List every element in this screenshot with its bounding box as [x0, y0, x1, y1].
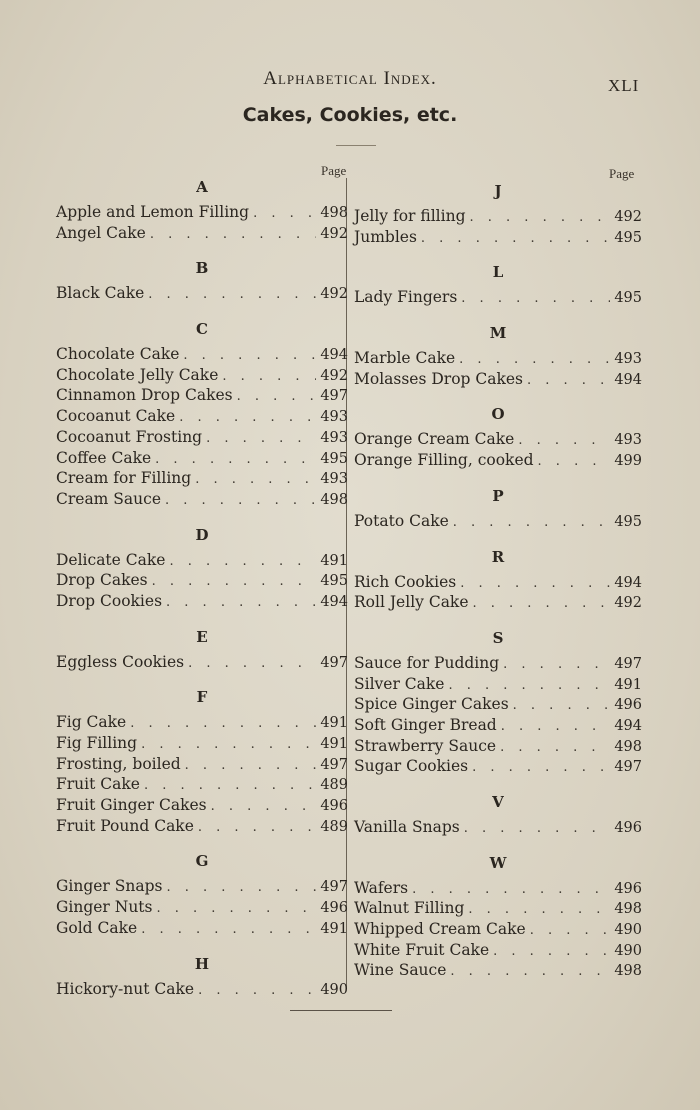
index-entry [354, 572, 642, 593]
entry-name: Ginger Nuts [56, 898, 153, 917]
dot-leader [448, 676, 610, 697]
entry-page-number: 491 [320, 920, 348, 937]
page-label-right: Page [609, 166, 635, 181]
index-entry [354, 287, 642, 308]
dot-leader [472, 758, 610, 779]
entry-name: Chocolate Cake [56, 345, 180, 364]
entry-page-number: 498 [320, 491, 348, 508]
entry-name: Cinnamon Drop Cakes [56, 386, 233, 405]
index-entry [56, 344, 348, 365]
index-letter-heading: O [491, 405, 505, 424]
index-entry [354, 206, 642, 227]
entry-name: Black Cake [56, 284, 145, 303]
entry-name: Coffee Cake [56, 448, 152, 467]
dot-leader [464, 819, 611, 840]
index-entry [56, 897, 348, 918]
entry-name: Orange Cream Cake [354, 430, 515, 449]
dot-leader [460, 574, 610, 595]
index-entry [354, 653, 642, 674]
dot-leader [211, 797, 317, 818]
entry-name: Cream for Filling [56, 469, 192, 488]
entry-page-number: 493 [320, 429, 348, 446]
dot-leader [222, 367, 316, 388]
entry-page-number: 492 [320, 367, 348, 384]
dot-leader [500, 738, 610, 759]
entry-name: Wine Sauce [354, 961, 447, 980]
page-label-left: Page [321, 163, 347, 178]
dot-leader [530, 921, 611, 942]
dot-leader [503, 655, 610, 676]
entry-name: Jumbles [354, 227, 417, 246]
dot-leader [237, 387, 317, 408]
entry-page-number: 490 [320, 981, 348, 998]
bottom-rule [290, 1010, 392, 1011]
entry-page-number: 495 [320, 573, 348, 590]
entry-page-number: 498 [614, 963, 642, 980]
index-entry [56, 712, 348, 733]
entry-page-number: 497 [320, 388, 348, 405]
entry-page-number: 492 [614, 595, 642, 612]
dot-leader [468, 900, 610, 921]
entry-name: Whipped Cream Cake [354, 920, 526, 939]
index-entry [354, 960, 642, 981]
index-entry [354, 756, 642, 777]
index-letter-heading: E [196, 627, 208, 646]
dot-leader [513, 696, 611, 717]
entry-page-number: 498 [614, 738, 642, 755]
entry-page-number: 492 [320, 286, 348, 303]
entry-name: Vanilla Snaps [354, 818, 460, 836]
index-letter-heading: F [196, 688, 208, 707]
index-entry [56, 979, 348, 1000]
index-entry [354, 736, 642, 757]
index-entry [56, 427, 348, 448]
dot-leader [198, 981, 316, 1002]
index-letter-heading: D [195, 525, 209, 544]
entry-name: Fruit Pound Cake [56, 816, 194, 835]
dot-leader [518, 431, 610, 452]
entry-name: Strawberry Sauce [354, 736, 497, 755]
index-letter-heading: L [492, 263, 504, 282]
entry-page-number: 490 [614, 922, 642, 939]
entry-page-number: 496 [614, 820, 642, 836]
entry-name: Eggless Cookies [56, 652, 185, 671]
entry-name: Silver Cake [354, 674, 445, 693]
entry-page-number: 493 [614, 351, 642, 368]
index-entry [354, 919, 642, 940]
index-entry [354, 429, 642, 450]
index-entry [56, 283, 348, 304]
entry-page-number: 492 [320, 225, 348, 242]
dot-leader [493, 942, 610, 963]
entry-page-number: 496 [320, 900, 348, 917]
entry-page-number: 489 [320, 777, 348, 794]
index-letter-heading: R [491, 547, 505, 566]
dot-leader [141, 735, 316, 756]
index-entry [56, 223, 348, 244]
entry-page-number: 495 [614, 513, 642, 530]
dot-leader [188, 654, 316, 675]
dot-leader [144, 776, 316, 797]
index-letter-heading: J [494, 182, 502, 200]
entry-page-number: 496 [614, 880, 642, 897]
dot-leader [195, 470, 316, 491]
entry-name: Gold Cake [56, 918, 138, 937]
dot-leader [152, 572, 317, 593]
dot-leader [412, 880, 610, 901]
index-entry [56, 489, 348, 510]
entry-name: Sauce for Pudding [354, 653, 500, 672]
entry-name: Soft Ginger Bread [354, 715, 497, 734]
index-entry [56, 591, 348, 612]
dot-leader [473, 594, 611, 615]
entry-name: Marble Cake [354, 349, 456, 368]
dot-leader [206, 429, 316, 450]
dot-leader [421, 229, 610, 250]
index-entry [56, 365, 348, 386]
dot-leader [166, 593, 316, 614]
entry-name: Chocolate Jelly Cake [56, 365, 219, 384]
entry-page-number: 497 [614, 759, 642, 776]
index-entry [56, 570, 348, 591]
index-letter-heading: S [492, 628, 504, 647]
dot-leader [450, 962, 610, 983]
entry-page-number: 499 [614, 453, 642, 470]
entry-page-number: 491 [320, 715, 348, 732]
dot-leader [169, 552, 316, 573]
entry-page-number: 491 [320, 552, 348, 569]
entry-page-number: 493 [320, 471, 348, 488]
index-entry [354, 348, 642, 369]
index-entry [56, 468, 348, 489]
entry-name: White Fruit Cake [354, 940, 490, 959]
index-entry [354, 878, 642, 899]
entry-page-number: 494 [614, 574, 642, 591]
dot-leader [165, 491, 316, 512]
dot-leader [141, 920, 316, 941]
dot-leader [527, 371, 610, 392]
entry-page-number: 493 [614, 432, 642, 449]
entry-name: Angel Cake [56, 223, 146, 242]
index-entry [354, 694, 642, 715]
index-entry [56, 652, 348, 673]
index-entry [56, 876, 348, 897]
dot-leader [150, 225, 316, 246]
index-letter-heading: W [489, 853, 507, 872]
index-letter-heading: C [196, 320, 208, 339]
entry-name: Drop Cakes [56, 571, 148, 590]
index-letter-heading: G [195, 852, 209, 871]
index-letter-heading: A [196, 178, 208, 196]
entry-name: Sugar Cookies [354, 757, 469, 776]
entry-name: Walnut Filling [354, 899, 465, 918]
index-entry [56, 550, 348, 571]
dot-leader [185, 756, 317, 777]
dot-leader [155, 450, 316, 471]
entry-page-number: 495 [320, 450, 348, 467]
dot-leader [453, 513, 611, 534]
entry-name: Cream Sauce [56, 489, 162, 508]
entry-name: Hickory-nut Cake [56, 979, 195, 998]
index-entry [354, 511, 642, 532]
index-entry [354, 817, 642, 838]
entry-name: Molasses Drop Cakes [354, 369, 524, 388]
index-entry [354, 450, 642, 471]
entry-page-number: 494 [320, 593, 348, 610]
index-entry [56, 816, 348, 837]
index-entry [354, 898, 642, 919]
entry-name: Potato Cake [354, 511, 449, 530]
entry-page-number: 498 [614, 901, 642, 918]
entry-page-number: 494 [320, 347, 348, 364]
entry-page-number: 497 [320, 879, 348, 896]
index-letter-heading: B [195, 259, 209, 278]
index-entry [354, 674, 642, 695]
entry-name: Fruit Cake [56, 775, 140, 794]
index-entry [56, 733, 348, 754]
entry-page-number: 495 [614, 290, 642, 307]
entry-name: Fig Filling [56, 734, 138, 752]
entry-page-number: 489 [320, 818, 348, 835]
index-entry [354, 592, 642, 613]
entry-page-number: 491 [614, 676, 642, 693]
entry-page-number: 497 [614, 655, 642, 672]
index-letter-heading: V [492, 793, 504, 811]
entry-page-number: 490 [614, 942, 642, 959]
index-entry [56, 448, 348, 469]
entry-name: Delicate Cake [56, 550, 166, 569]
entry-name: Lady Fingers [354, 288, 458, 307]
index-entry [56, 918, 348, 939]
dot-leader [461, 289, 610, 310]
running-title: Alphabetical Index. [263, 68, 437, 89]
index-entry [354, 940, 642, 961]
index-letter-heading: P [492, 486, 504, 505]
entry-page-number: 493 [320, 409, 348, 426]
index-column-right [354, 176, 642, 981]
dot-leader [130, 714, 316, 735]
index-entry [354, 369, 642, 390]
index-letter-heading: M [489, 324, 507, 343]
dot-leader [183, 346, 316, 367]
entry-page-number: 491 [320, 736, 348, 752]
entry-page-number: 496 [614, 697, 642, 714]
index-entry [56, 406, 348, 427]
dot-leader [198, 818, 316, 839]
entry-name: Drop Cookies [56, 591, 163, 610]
entry-name: Frosting, boiled [56, 754, 181, 773]
dot-leader [148, 285, 316, 306]
entry-name: Fig Cake [56, 713, 127, 732]
entry-page-number: 494 [614, 717, 642, 734]
dot-leader [156, 899, 316, 920]
entry-page-number: 498 [320, 205, 348, 221]
dot-leader [166, 878, 316, 899]
dot-leader [179, 408, 316, 429]
entry-page-number: 497 [320, 654, 348, 671]
entry-name: Fruit Ginger Cakes [56, 796, 207, 815]
entry-name: Apple and Lemon Filling [56, 203, 250, 221]
index-entry [56, 774, 348, 795]
dot-leader [538, 452, 611, 473]
dot-leader [253, 204, 316, 225]
entry-page-number: 497 [320, 756, 348, 773]
title-rule [336, 145, 376, 146]
entry-name: Roll Jelly Cake [354, 593, 469, 612]
index-entry [354, 227, 642, 248]
entry-page-number: 496 [320, 798, 348, 815]
index-entry [56, 202, 348, 223]
dot-leader [501, 717, 611, 738]
dot-leader [459, 350, 610, 371]
entry-name: Orange Filling, cooked [354, 451, 534, 470]
index-letter-heading: H [194, 954, 210, 973]
index-entry [56, 385, 348, 406]
index-entry [56, 754, 348, 775]
index-entry [56, 795, 348, 816]
entry-name: Cocoanut Frosting [56, 427, 203, 446]
entry-name: Ginger Snaps [56, 877, 163, 896]
entry-page-number: 495 [614, 229, 642, 246]
entry-page-number: 494 [614, 371, 642, 388]
entry-name: Rich Cookies [354, 572, 457, 591]
entry-name: Jelly for filling [354, 207, 466, 225]
dot-leader [470, 208, 611, 229]
section-title: Cakes, Cookies, etc. [242, 104, 458, 126]
entry-name: Wafers [354, 878, 409, 897]
index-column-left [56, 172, 348, 999]
entry-page-number: 492 [614, 209, 642, 225]
index-entry [354, 715, 642, 736]
entry-name: Cocoanut Cake [56, 407, 176, 426]
page-number: XLI [608, 76, 640, 95]
entry-name: Spice Ginger Cakes [354, 695, 509, 714]
